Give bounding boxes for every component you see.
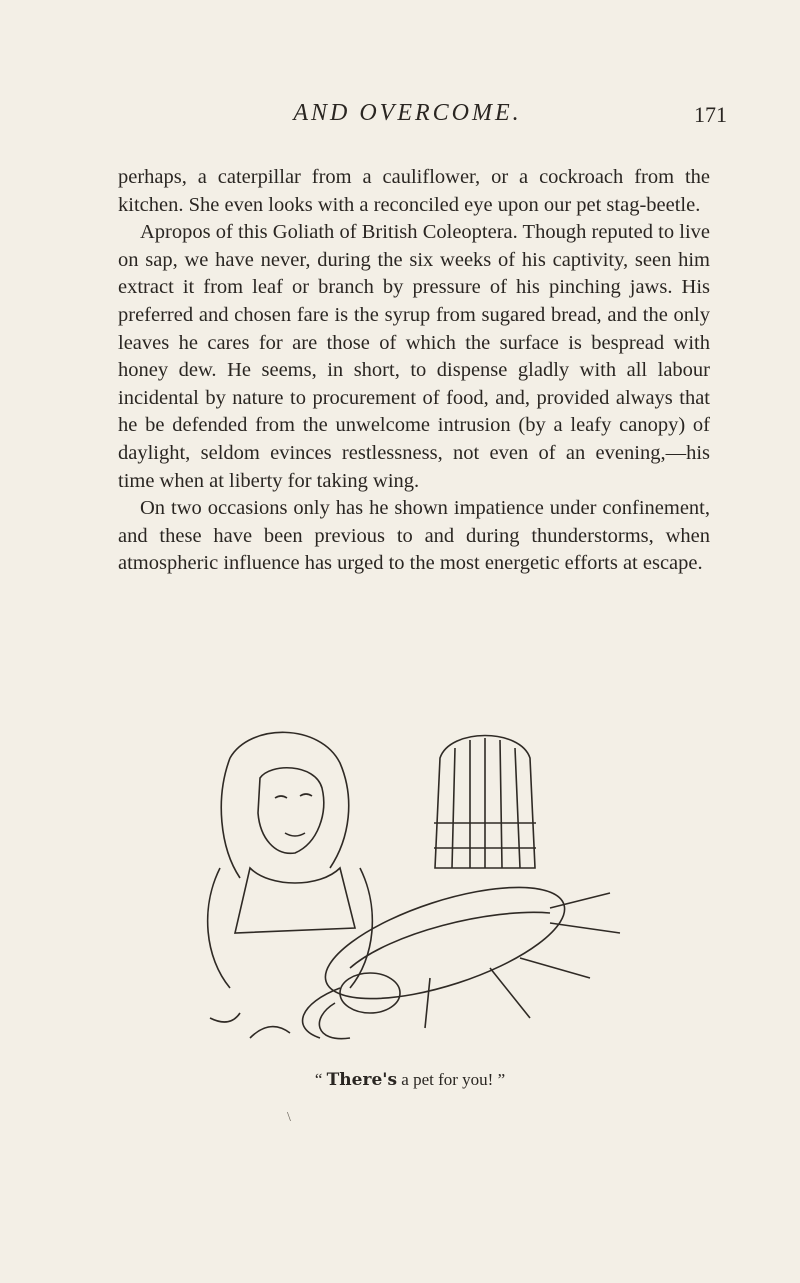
girl-hair (221, 732, 348, 878)
page-number: 171 (694, 102, 727, 127)
caption-rest: a pet for you! ” (397, 1070, 506, 1089)
paragraph-3: On two occasions only has he shown impatience under confinement, and these have been previous to and during thunderstorms, when atmospheric influence has urged to the most energetic efforts at escape. (118, 497, 710, 575)
running-head: AND OVERCOME. (293, 100, 522, 126)
caption-open-quote: “ (314, 1070, 327, 1089)
paragraph-1: perhaps, a caterpillar from a cauliflower, or a cockroach from the kitchen. She even looks with a reconciled eye upon our pet stag-beetle. (118, 166, 710, 216)
caption-gothic-word: There's (326, 1070, 398, 1090)
girl-collar (235, 868, 355, 933)
stray-mark: \ (287, 1110, 291, 1125)
illustration-girl-with-stag-beetle (190, 718, 630, 1058)
stag-beetle-body (313, 864, 577, 1021)
paragraph-2: Apropos of this Goliath of British Coleoptera. Though reputed to live on sap, we have never, during the six weeks of his captivity, seen him extract it from leaf or branch by pressure of his pinching jaws. His preferred and chosen fare is the syrup from sugared bread, and the only leaves he cares for are those of which the surface is bespread with honey dew. He seems, in short, to dispense gladly with all labour incidental by nature to procurement of food, and, provided always that he be defended from the unwelcome intrusion (by a leafy canopy) of daylight, seldom evinces restlessness, not even of an evening,—his time when at liberty for taking wing. (118, 221, 710, 492)
girl-face (258, 768, 324, 854)
illustration-caption (250, 1070, 570, 1090)
body-text (118, 164, 710, 578)
